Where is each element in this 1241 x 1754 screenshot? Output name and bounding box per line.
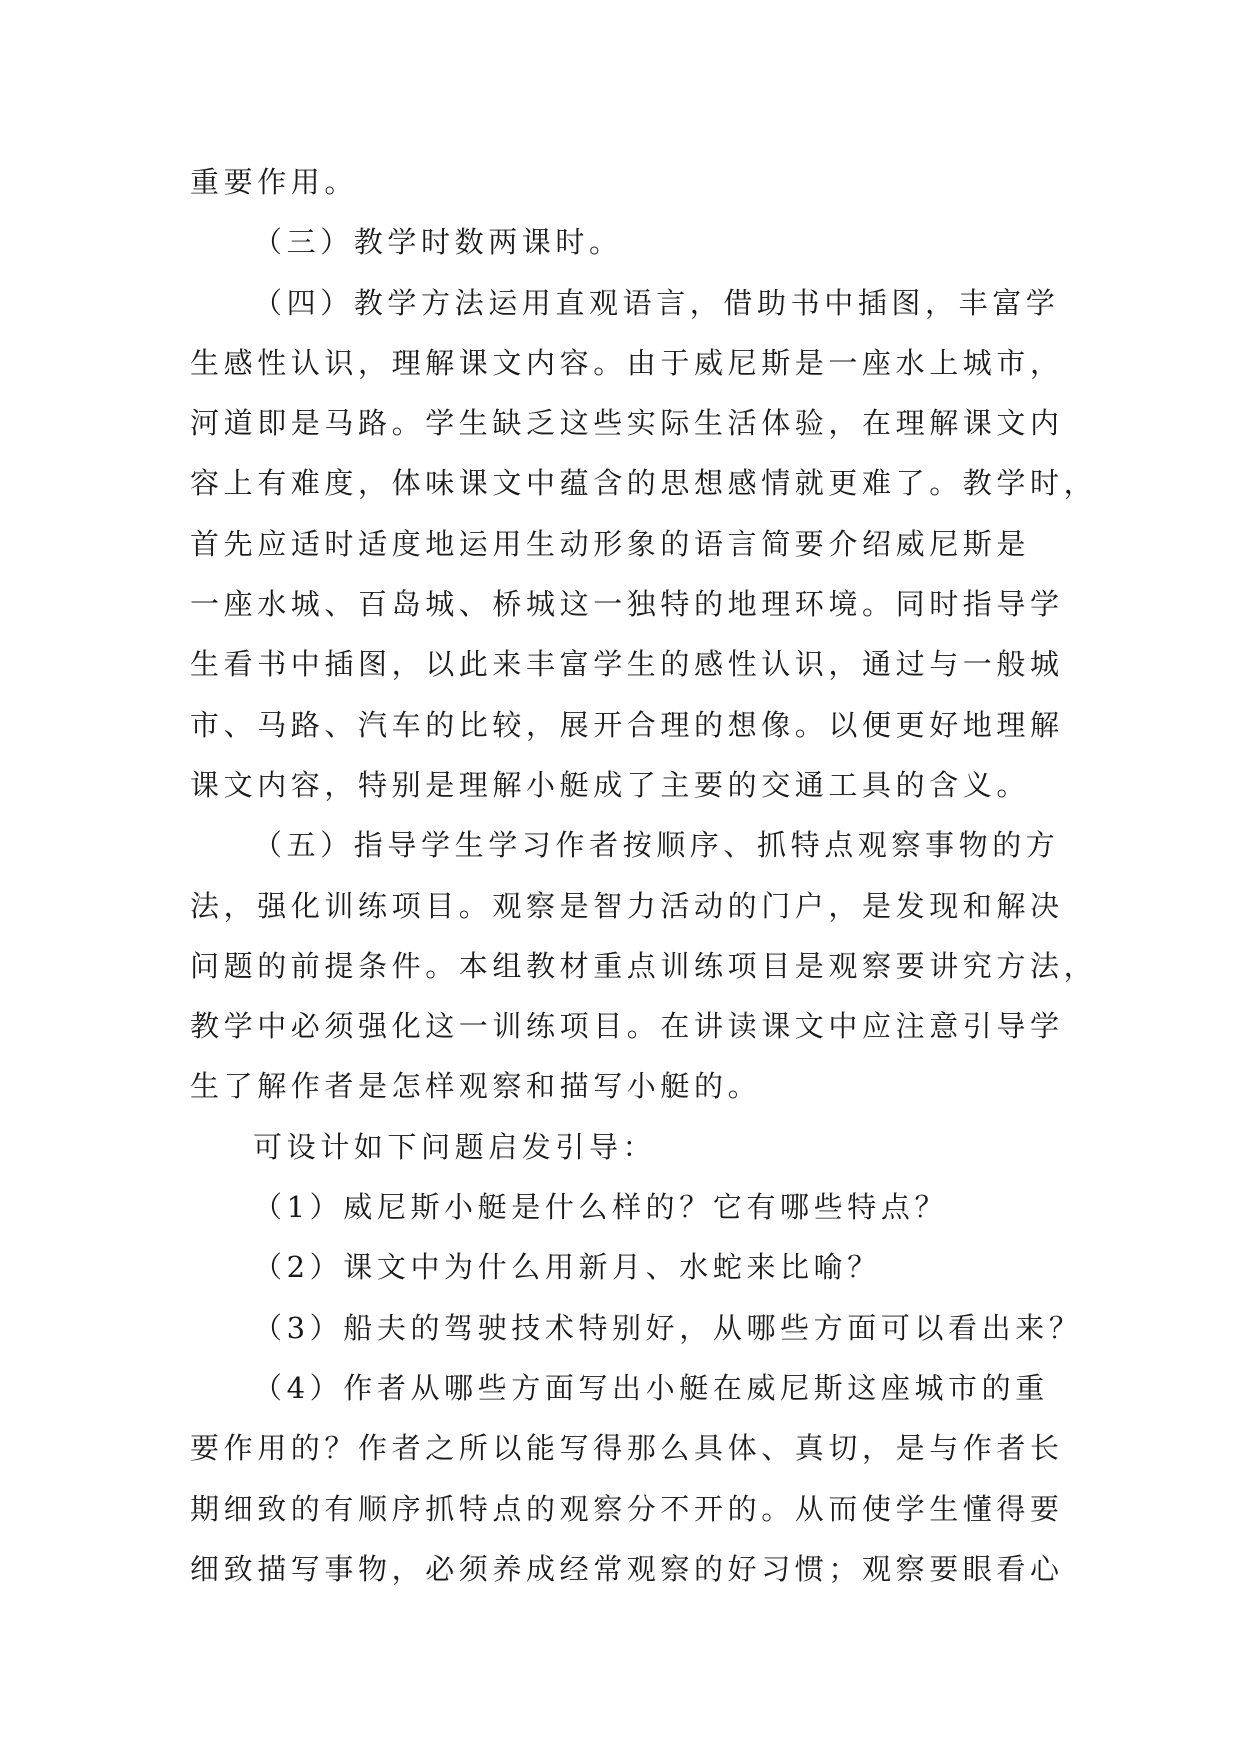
text-line: （1）威尼斯小艇是什么样的？它有哪些特点？ (253, 1190, 949, 1225)
text-line: 市、马路、汽车的比较，展开合理的想像。以便更好地理解 (190, 707, 1064, 742)
text-line: （3）船夫的驾驶技术特别好，从哪些方面可以看出来？ (253, 1310, 1083, 1345)
text-line: 细致描写事物，必须养成经常观察的好习惯；观察要眼看心 (190, 1551, 1064, 1586)
text-line: 可设计如下问题启发引导： (253, 1129, 657, 1164)
text-line: 生了解作者是怎样观察和描写小艇的。 (190, 1069, 762, 1104)
text-line: 首先应适时适度地运用生动形象的语言简要介绍威尼斯是 (190, 526, 1031, 561)
text-line: 容上有难度，体味课文中蕴含的思想感情就更难了。教学时， (190, 466, 1098, 501)
body-text (190, 152, 1098, 1599)
text-line: 教学中必须强化这一训练项目。在讲读课文中应注意引导学 (190, 1009, 1064, 1044)
text-line: 重要作用。 (190, 165, 359, 199)
text-line: （2）课文中为什么用新月、水蛇来比喻？ (253, 1250, 881, 1285)
text-line: 一座水城、百岛城、桥城这一独特的地理环境。同时指导学 (190, 587, 1064, 622)
text-line: （四）教学方法运用直观语言，借助书中插图，丰富学 (253, 285, 1060, 320)
text-line: 生感性认识，理解课文内容。由于威尼斯是一座水上城市， (190, 345, 1064, 380)
text-line: 法，强化训练项目。观察是智力活动的门户，是发现和解决 (190, 888, 1064, 923)
text-line: （五）指导学生学习作者按顺序、抓特点观察事物的方 (253, 828, 1060, 863)
text-line: 问题的前提条件。本组教材重点训练项目是观察要讲究方法， (190, 948, 1098, 983)
text-line: 河道即是马路。学生缺乏这些实际生活体验，在理解课文内 (190, 406, 1064, 441)
text-line: 课文内容，特别是理解小艇成了主要的交通工具的含义。 (190, 767, 1031, 802)
text-line: 生看书中插图，以此来丰富学生的感性认识，通过与一般城 (190, 647, 1064, 682)
text-line: 要作用的？作者之所以能写得那么具体、真切，是与作者长 (190, 1431, 1064, 1466)
text-line: 期细致的有顺序抓特点的观察分不开的。从而使学生懂得要 (190, 1491, 1064, 1526)
text-line: （三）教学时数两课时。 (253, 225, 623, 260)
text-line: （4）作者从哪些方面写出小艇在威尼斯这座城市的重 (253, 1370, 1049, 1405)
